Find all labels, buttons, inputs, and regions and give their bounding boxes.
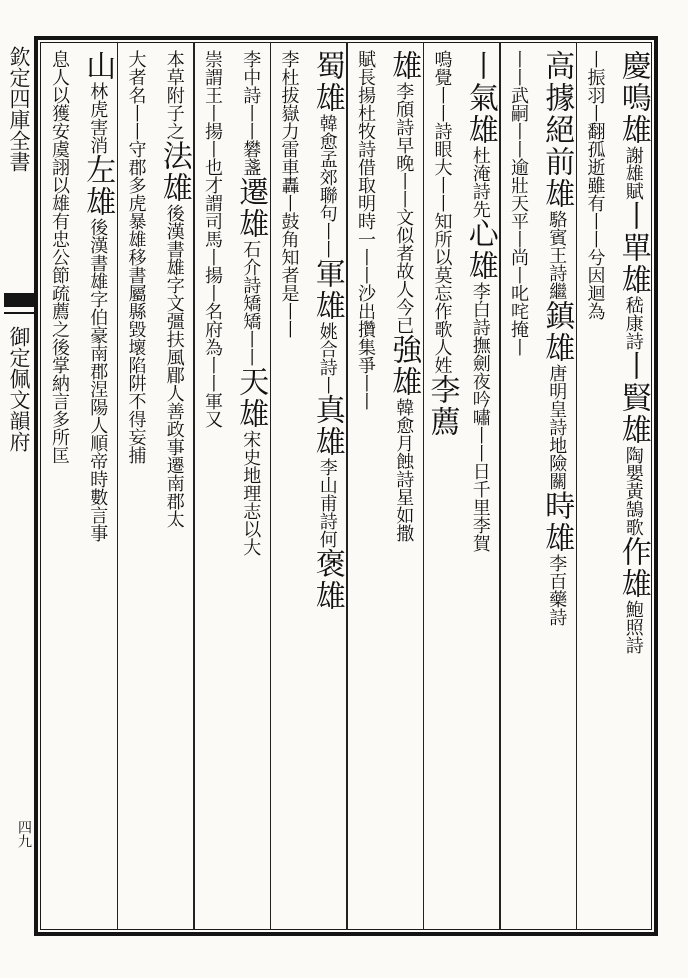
headword-text: 天雄 [233,366,269,430]
fishtail-rule [4,312,34,318]
page-number: 四九 [16,820,32,848]
headword-text: 薦 [424,406,460,438]
annotation-text: 後漢書雄字伯豪南郡涅陽人順帝時數言事 [87,218,109,542]
annotation-text: 杜淹詩先 [469,146,491,218]
annotation-text: 宋史地理志以大 [240,430,262,556]
annotation-text: 李山甫詩何 [316,458,338,548]
headword-text: 丨 [615,200,651,232]
annotation-text: 者是丨丨 [278,266,300,338]
annotation-text: 韓愈月蝕詩星如撒 [393,398,415,542]
annotation-text: 李白詩撫劍夜吟嘯丨丨日千里 [469,282,491,516]
headword-text: 褒雄 [309,548,345,612]
annotation-text: 才謂司馬丨揚丨 [202,176,223,302]
annotation-text: 沙出攢集爭丨丨 [355,284,376,410]
annotation-text: 守郡多虎暴雄移書屬縣毀壞陷阱不得妄捕 [125,140,147,464]
headword-text: 鎮雄 [539,300,575,364]
headword-text: 作雄 [615,536,651,600]
headword-text: 前雄 [539,146,575,210]
annotation-text: 息人以獲安 [49,50,70,140]
headword-text: 時雄 [539,490,575,554]
annotation-text: 姚合詩丨 [316,322,338,394]
annotation-text: 林虎害消 [87,82,109,154]
headword-text: 心雄 [462,218,498,282]
annotation-text: 嵇康詩 [622,296,644,350]
annotation-text: 因迴為 [584,266,606,320]
annotation-text: 虞詡以雄有忠公節疏薦之後掌納言多所匡 [49,140,70,464]
headword-text: 慶 [615,50,651,82]
annotation-text: 名府為丨丨軍又 [202,302,223,428]
annotation-text: 丨翻孤逝 [584,104,606,176]
text-column [33,50,85,920]
headword-text: 軍雄 [309,258,345,322]
annotation-text: 本草附子之 [163,50,185,140]
annotation-text: 駱賓王詩繼 [546,210,568,300]
annotation-text: 韓愈孟郊聯句丨丨 [316,114,338,258]
annotation-text: 武嗣丨丨 [508,86,529,158]
headword-text: 雄 [386,50,422,82]
annotation-text: 李中詩丨丨礬盞 [240,50,262,176]
annotation-text: 丨丨 [508,50,529,86]
headword-text: 高據絕 [539,50,575,146]
annotation-text: 唐明皇詩地險關 [546,364,568,490]
headword-text: 鳴雄 [615,82,651,146]
annotation-text: 石介詩矯矯丨丨 [240,240,262,366]
headword-text: 蜀雄 [309,50,345,114]
annotation-text: 丨振羽 [584,50,606,104]
headword-text: 丨 [615,350,651,382]
annotation-text: 李頎詩早晚丨丨文似者故人今已 [393,82,415,334]
headword-text: 山 [80,50,116,82]
annotation-text: 詩眼大丨丨知所以莫忘作歌人姓 [431,122,453,374]
annotation-text: 逾壯天平丨尚丨 [508,158,529,284]
headword-text: 單雄 [615,232,651,296]
annotation-text: 丨鼓角知 [278,194,300,266]
headword-text: 左雄 [80,154,116,218]
annotation-text: 謝雄賦 [622,146,644,200]
annotation-text: 賦長揚杜牧詩借取明時一丨丨 [355,50,376,284]
headword-text: 李 [424,374,460,406]
headword-text: 丨氣雄 [462,50,498,146]
annotation-text: 鮑照詩 [622,600,644,654]
annotation-text: 李百藥詩 [546,554,568,626]
headword-text: 遷雄 [233,176,269,240]
margin-book-title: 欽定四庫全書 [7,46,31,172]
annotation-text: 李杜拔嶽力雷車轟 [278,50,300,194]
annotation-text: 鳴覺丨丨 [431,50,453,122]
headword-text: 賢雄 [615,382,651,446]
annotation-text: 大者名丨丨 [125,50,147,140]
margin-section-title: 御定佩文韻府 [7,326,31,452]
headword-text: 法雄 [156,140,192,204]
annotation-text: 叱咤掩丨 [508,284,529,356]
annotation-text: 崇謂王丨揚丨也 [202,50,223,176]
annotation-text: 雖有丨丨兮 [584,176,606,266]
annotation-text: 李賀 [469,516,491,552]
annotation-text: 後漢書雄字文彊扶風郿人善政事遷南郡太 [163,204,185,528]
headword-text: 真雄 [309,394,345,458]
fishtail-mark [4,293,34,307]
annotation-text: 陶嬰黃鵠歌 [622,446,644,536]
headword-text: 強雄 [386,334,422,398]
